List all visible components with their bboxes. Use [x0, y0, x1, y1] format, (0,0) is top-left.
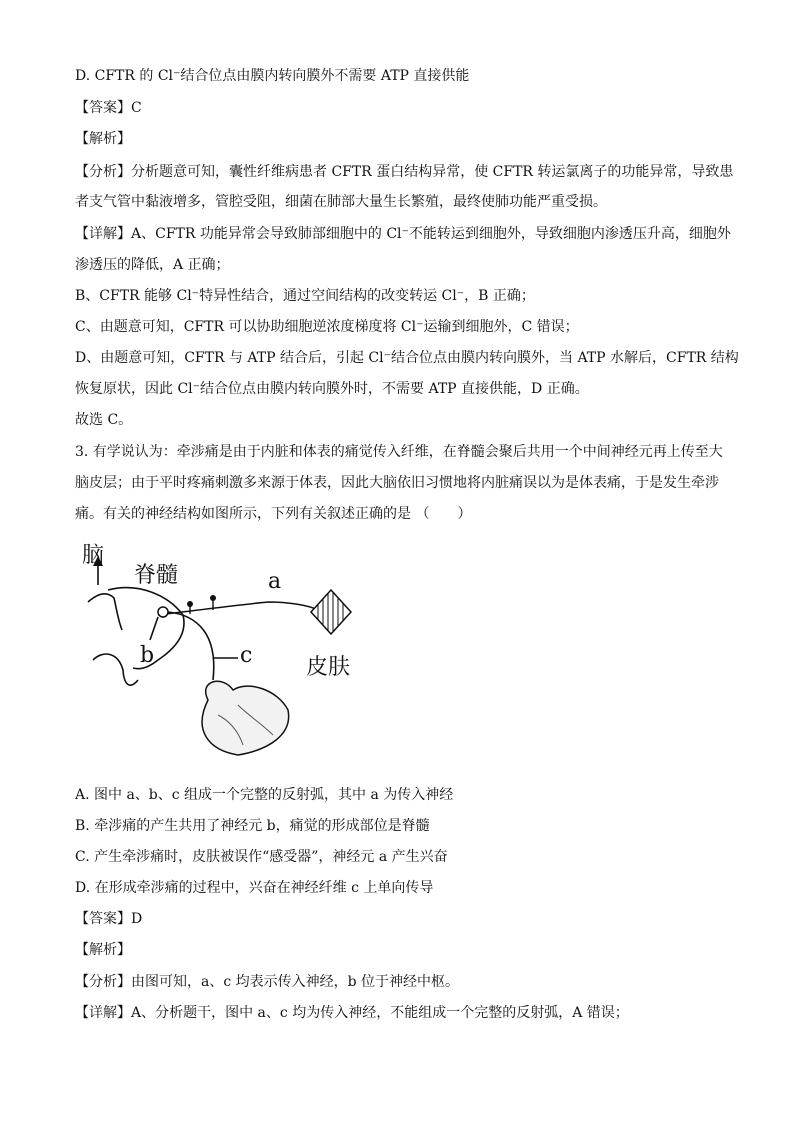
detail-d-1: D、由题意可知，CFTR 与 ATP 结合后，引起 Cl⁻结合位点由膜内转向膜外，当 ATP 水解后，CFTR 结构 [75, 350, 739, 366]
option-a: A. 图中 a、b、c 组成一个完整的反射弧，其中 a 为传入神经 [75, 787, 454, 803]
synapse-circle [158, 607, 168, 617]
label-skin: 皮肤 [306, 655, 351, 680]
neural-structure-figure [78, 540, 378, 770]
detail-d-2: 恢复原状，因此 Cl⁻结合位点由膜内转向膜外时，不需要 ATP 直接供能，D 正确。 [75, 381, 589, 397]
question-3-line-1: 3. 有学说认为：牵涉痛是由于内脏和体表的痛觉传入纤维，在脊髓会聚后共用一个中间神经元再上传至大 [75, 444, 723, 460]
detail-a-3: 【详解】A、分析题干，图中 a、c 均为传入神经，不能组成一个完整的反射弧，A 错误； [75, 1005, 629, 1021]
skin-receptor [311, 590, 351, 634]
analysis-text-3: 【分析】由图可知，a、c 均表示传入神经，b 位于神经中枢。 [75, 974, 460, 990]
label-spinal-cord: 脊髓 [134, 563, 179, 588]
detail-c: C、由题意可知，CFTR 可以协助细胞逆浓度梯度将 Cl⁻运输到细胞外，C 错误； [75, 319, 579, 335]
neuron-c-cell-body [187, 601, 193, 607]
answer-label: 【答案】C [75, 100, 142, 116]
option-b: B. 牵涉痛的产生共用了神经元 b，痛觉的形成部位是脊髓 [75, 818, 430, 834]
option-d-prev: D. CFTR 的 Cl⁻结合位点由膜内转向膜外不需要 ATP 直接供能 [75, 68, 470, 84]
answer-label-2: 【答案】D [75, 911, 143, 927]
spinal-cord-curve [88, 594, 122, 630]
detail-a-2: 渗透压的降低，A 正确； [75, 257, 230, 273]
label-brain: 脑 [82, 543, 105, 568]
option-c: C. 产生牵涉痛时，皮肤被误作“感受器”，神经元 a 产生兴奋 [75, 849, 448, 865]
question-3-line-2: 脑皮层；由于平时疼痛刺激多来源于体表，因此大脑依旧习惯地将内脏痛误以为是体表痛，于是发生牵涉 [75, 475, 719, 491]
label-neuron-b: b [140, 643, 155, 668]
analysis-heading-2: 【解析】 [75, 942, 131, 958]
neuron-a-cell-body [210, 595, 216, 601]
analysis-heading: 【解析】 [75, 131, 131, 147]
neuron-b-fiber [150, 617, 158, 640]
detail-b: B、CFTR 能够 Cl⁻特异性结合，通过空间结构的改变转运 Cl⁻，B 正确； [75, 288, 535, 304]
analysis-text-2: 者支气管中黏液增多，管腔受阻，细菌在肺部大量生长繁殖，最终使肺功能严重受损。 [75, 194, 607, 210]
analysis-text-1: 【分析】分析题意可知，囊性纤维病患者 CFTR 蛋白结构异常，使 CFTR 转运氯离子的功能异常，导致患 [75, 164, 734, 180]
label-neuron-a: a [268, 569, 282, 594]
choose-c: 故选 C。 [75, 412, 133, 428]
heart-organ [202, 681, 289, 755]
question-3-line-3: 痛。有关的神经结构如图所示，下列有关叙述正确的是 （ ） [75, 506, 472, 522]
spinal-cord-lower [93, 654, 138, 685]
label-neuron-c: c [240, 643, 253, 668]
detail-a-1: 【详解】A、CFTR 功能异常会导致肺部细胞中的 Cl⁻不能转运到细胞外，导致细胞内渗透压升高，细胞外 [75, 226, 731, 242]
option-d: D. 在形成牵涉痛的过程中，兴奋在神经纤维 c 上单向传导 [75, 880, 434, 896]
